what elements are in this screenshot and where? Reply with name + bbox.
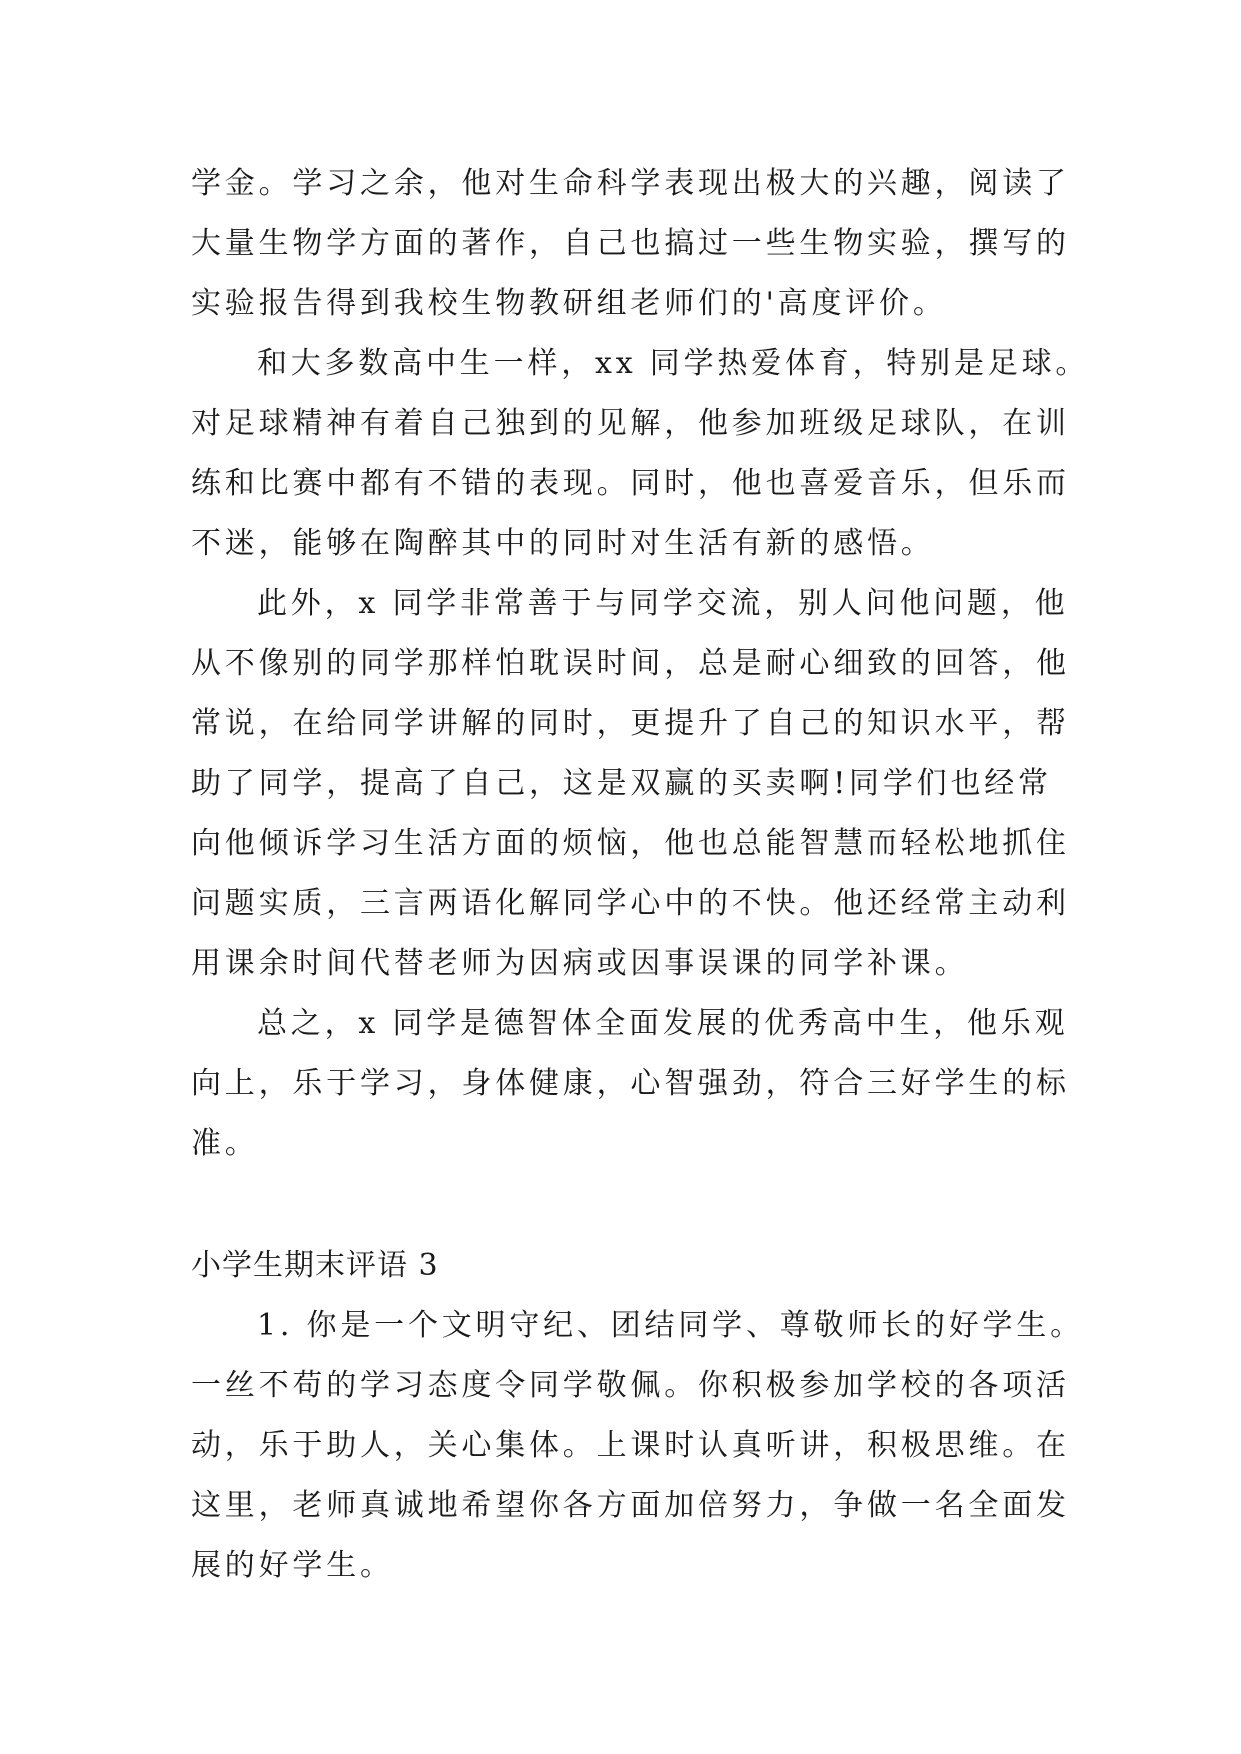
text-line: 大量生物学方面的著作，自己也搞过一些生物实验，撰写的	[191, 226, 1070, 261]
text-line: 1. 你是一个文明守纪、团结同学、尊敬师长的好学生。	[257, 1308, 1084, 1343]
text-line: 向上，乐于学习，身体健康，心智强劲，符合三好学生的标	[191, 1066, 1070, 1101]
text-line: 此外，x 同学非常善于与同学交流，别人问他问题，他	[257, 586, 1069, 621]
paragraph-summary	[191, 994, 1070, 1174]
text-line: 实验报告得到我校生物教研组老师们的'高度评价。	[191, 286, 947, 321]
text-line: 展的好学生。	[191, 1548, 394, 1583]
text-line: 问题实质，三言两语化解同学心中的不快。他还经常主动利	[191, 886, 1070, 921]
paragraph-biology-interest	[191, 154, 1070, 334]
text-line: 向他倾诉学习生活方面的烦恼，他也总能智慧而轻松地抓住	[191, 826, 1070, 861]
text-line: 动，乐于助人，关心集体。上课时认真听讲，积极思维。在	[191, 1428, 1070, 1463]
text-line: 不迷，能够在陶醉其中的同时对生活有新的感悟。	[191, 526, 935, 561]
section-gap	[191, 1174, 1051, 1236]
paragraph-helping-classmates	[191, 574, 1070, 994]
text-line: 准。	[191, 1126, 259, 1161]
text-line: 常说，在给同学讲解的同时，更提升了自己的知识水平，帮	[191, 706, 1070, 741]
text-line: 练和比赛中都有不错的表现。同时，他也喜爱音乐，但乐而	[191, 466, 1070, 501]
text-line: 从不像别的同学那样怕耽误时间，总是耐心细致的回答，他	[191, 646, 1070, 681]
text-line: 学金。学习之余，他对生命科学表现出极大的兴趣，阅读了	[191, 166, 1070, 201]
text-line: 一丝不苟的学习态度令同学敬佩。你积极参加学校的各项活	[191, 1368, 1070, 1403]
text-line: 总之，x 同学是德智体全面发展的优秀高中生，他乐观	[257, 1006, 1069, 1041]
paragraph-comment-1	[191, 1296, 1084, 1596]
text-line: 和大多数高中生一样，xx 同学热爱体育，特别是足球。	[257, 346, 1090, 381]
text-line: 对足球精神有着自己独到的见解，他参加班级足球队，在训	[191, 406, 1070, 441]
paragraph-sports-music	[191, 334, 1090, 574]
section-title: 小学生期末评语 3	[191, 1248, 439, 1283]
text-line: 用课余时间代替老师为因病或因事误课的同学补课。	[191, 946, 969, 981]
text-line: 助了同学，提高了自己，这是双赢的买卖啊!同学们也经常	[191, 766, 1052, 801]
document-body	[191, 154, 1090, 1596]
text-line: 这里，老师真诚地希望你各方面加倍努力，争做一名全面发	[191, 1488, 1070, 1523]
